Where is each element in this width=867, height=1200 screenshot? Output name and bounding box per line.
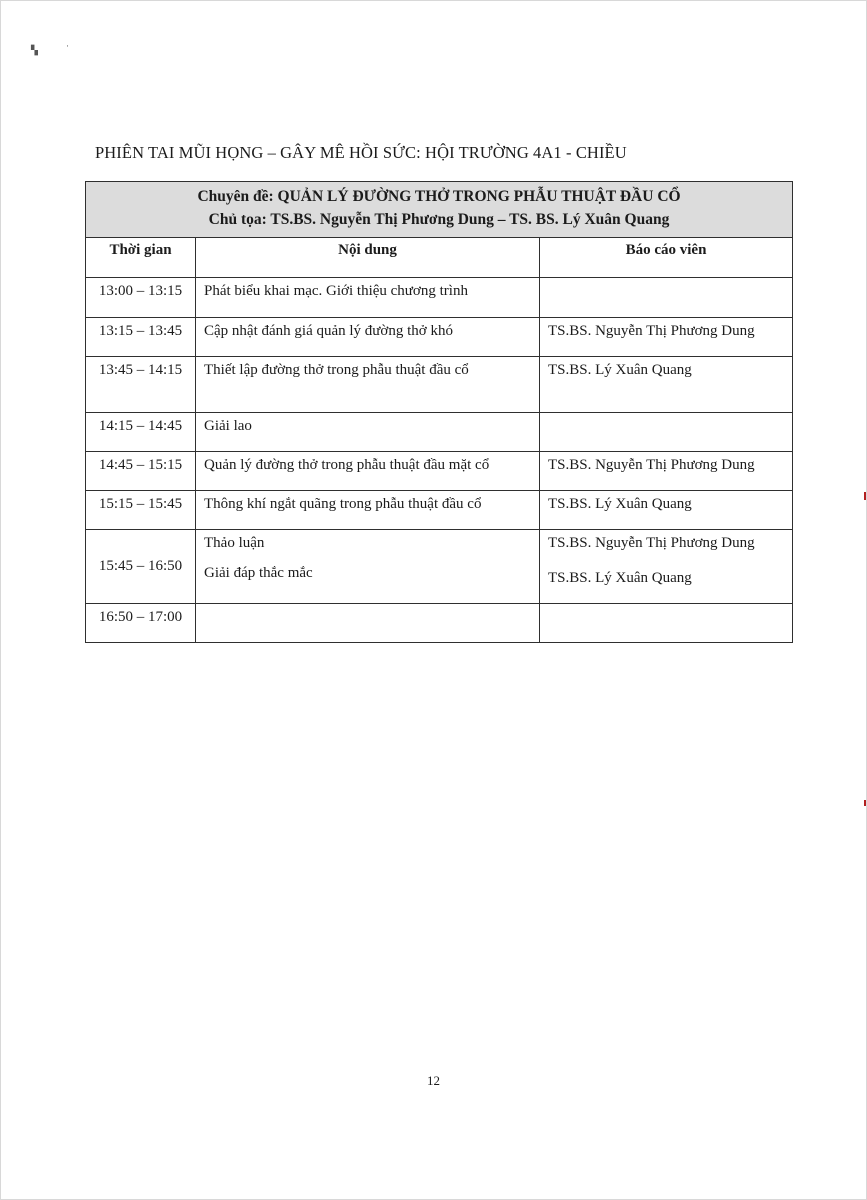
- session-chairs: Chủ tọa: TS.BS. Nguyễn Thị Phương Dung – TS. BS. Lý Xuân Quang: [208, 211, 670, 228]
- content-line: Giải đáp thắc mắc: [204, 565, 313, 581]
- table-row: [86, 318, 793, 357]
- content-line: Thảo luận: [204, 535, 265, 551]
- margin-mark: [864, 800, 866, 806]
- speaker-cell: [540, 278, 793, 318]
- table-row: [86, 278, 793, 318]
- time-cell: 13:15 – 13:45: [86, 318, 196, 357]
- speaker-cell: [540, 604, 793, 643]
- schedule-table: [85, 181, 793, 643]
- content-cell: Phát biểu khai mạc. Giới thiệu chương trình: [196, 278, 540, 318]
- table-row: [86, 452, 793, 491]
- time-cell: 16:50 – 17:00: [86, 604, 196, 643]
- speaker-cell: [540, 413, 793, 452]
- time-cell: 14:45 – 15:15: [86, 452, 196, 491]
- speaker-cell: TS.BS. Lý Xuân Quang: [540, 491, 793, 530]
- col-header-speaker: Báo cáo viên: [540, 238, 793, 278]
- speaker-cell: [540, 530, 793, 604]
- content-cell: [196, 604, 540, 643]
- speaker-cell: TS.BS. Lý Xuân Quang: [540, 357, 793, 413]
- time-cell: 15:45 – 16:50: [86, 530, 196, 604]
- content-cell: [196, 530, 540, 604]
- col-header-content: Nội dung: [196, 238, 540, 278]
- time-cell: 13:00 – 13:15: [86, 278, 196, 318]
- content-cell: Quản lý đường thở trong phẫu thuật đầu mặt cổ: [196, 452, 540, 491]
- scan-speck: ▚: [31, 45, 38, 55]
- scan-speck: ·: [66, 41, 69, 51]
- speaker-cell: TS.BS. Nguyễn Thị Phương Dung: [540, 452, 793, 491]
- time-cell: 14:15 – 14:45: [86, 413, 196, 452]
- table-row: [86, 491, 793, 530]
- time-cell: 13:45 – 14:15: [86, 357, 196, 413]
- content-cell: Cập nhật đánh giá quản lý đường thở khó: [196, 318, 540, 357]
- table-row: [86, 357, 793, 413]
- content-cell: Thông khí ngắt quãng trong phẫu thuật đầu cổ: [196, 491, 540, 530]
- topic-title: Chuyên đề: QUẢN LÝ ĐƯỜNG THỞ TRONG PHẪU THUẬT ĐẦU CỔ: [197, 188, 681, 205]
- col-header-time: Thời gian: [86, 238, 196, 278]
- topic-header: [86, 182, 793, 238]
- topic-row: [86, 182, 793, 238]
- speaker-cell: TS.BS. Nguyễn Thị Phương Dung: [540, 318, 793, 357]
- speaker-line: TS.BS. Nguyễn Thị Phương Dung: [548, 535, 755, 551]
- margin-mark: [864, 492, 866, 500]
- content-cell: Thiết lập đường thở trong phẫu thuật đầu cổ: [196, 357, 540, 413]
- table-row: [86, 530, 793, 604]
- speaker-line: TS.BS. Lý Xuân Quang: [548, 570, 692, 586]
- session-title: PHIÊN TAI MŨI HỌNG – GÂY MÊ HỒI SỨC: HỘI TRƯỜNG 4A1 - CHIỀU: [95, 143, 627, 162]
- table-row: [86, 604, 793, 643]
- content-cell: Giải lao: [196, 413, 540, 452]
- page-number: 12: [427, 1073, 440, 1088]
- table-row: [86, 413, 793, 452]
- time-cell: 15:15 – 15:45: [86, 491, 196, 530]
- column-header-row: [86, 238, 793, 278]
